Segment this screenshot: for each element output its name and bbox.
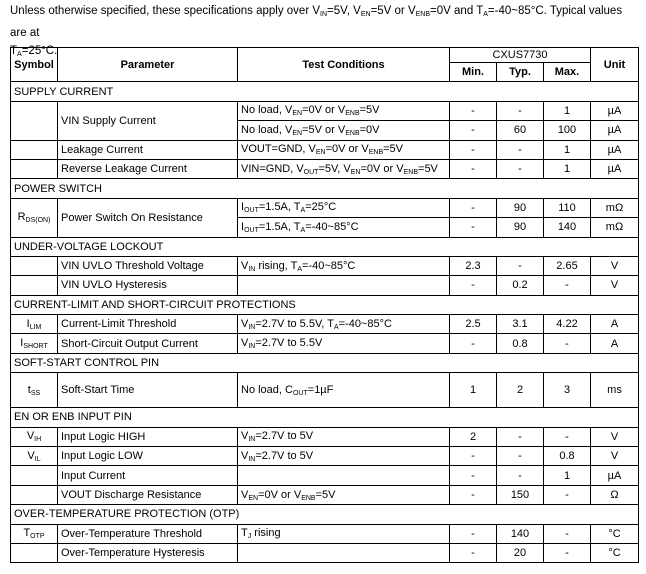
- min-cell: 1: [450, 373, 497, 408]
- param-leakage: Leakage Current: [58, 140, 238, 159]
- section-row: [11, 179, 639, 198]
- min-cell: 2.3: [450, 256, 497, 275]
- intro-paragraph: Unless otherwise specified, these specifications apply over $V_{IN}=5V$, $V_{EN}=5V$ or $V_{ENB}=0V$ and $T_A=-40\sim 85^\circ C$. Typical values are at $T_A=25^\circ C$.: [10, 5, 623, 58]
- table-row: [11, 140, 639, 159]
- symbol-cell: [11, 543, 58, 562]
- max-cell: 2.65: [544, 256, 591, 275]
- cond-leakage: VOUT=GND, VEN=0V or VENB=5V: [238, 140, 450, 159]
- section-power-switch: POWER SWITCH: [11, 179, 639, 198]
- param-current-limit: Current-Limit Threshold: [58, 315, 238, 334]
- min-cell: -: [450, 334, 497, 353]
- typ-cell: -: [497, 101, 544, 120]
- param-otp-threshold: Over-Temperature Threshold: [58, 524, 238, 543]
- cond-cell: [238, 276, 450, 295]
- header-parameter: Parameter: [58, 48, 238, 82]
- typ-cell: -: [497, 466, 544, 485]
- typ-cell: -: [497, 447, 544, 466]
- max-cell: -: [544, 334, 591, 353]
- table-row: [11, 315, 639, 334]
- typ-cell: 60: [497, 121, 544, 140]
- header-unit: Unit: [591, 48, 639, 82]
- unit-cell: A: [591, 334, 639, 353]
- table-row: [11, 101, 639, 120]
- typ-cell: -: [497, 159, 544, 178]
- cond-logic-low: VIN=2.7V to 5V: [238, 447, 450, 466]
- unit-cell: mΩ: [591, 198, 639, 217]
- table-row: [11, 256, 639, 275]
- unit-cell: µA: [591, 466, 639, 485]
- min-cell: -: [450, 198, 497, 217]
- section-row: [11, 353, 639, 372]
- typ-cell: 90: [497, 198, 544, 217]
- typ-cell: 20: [497, 543, 544, 562]
- cond-current-limit: VIN=2.7V to 5.5V, TA=-40~85°C: [238, 315, 450, 334]
- cond-vin-supply-2: No load, VEN=5V or VENB=0V: [238, 121, 450, 140]
- min-cell: -: [450, 485, 497, 504]
- section-otp: OVER-TEMPERATURE PROTECTION (OTP): [11, 505, 639, 524]
- min-cell: -: [450, 276, 497, 295]
- section-en-input: EN OR ENB INPUT PIN: [11, 408, 639, 427]
- min-cell: -: [450, 543, 497, 562]
- section-current-limit: CURRENT-LIMIT AND SHORT-CIRCUIT PROTECTIONS: [11, 295, 639, 314]
- table-row: [11, 276, 639, 295]
- symbol-ishort: ISHORT: [11, 334, 58, 353]
- max-cell: -: [544, 427, 591, 446]
- table-row: [11, 334, 639, 353]
- param-logic-high: Input Logic HIGH: [58, 427, 238, 446]
- cond-vin-supply-1: No load, VEN=0V or VENB=5V: [238, 101, 450, 120]
- unit-cell: A: [591, 315, 639, 334]
- symbol-totp: TOTP: [11, 524, 58, 543]
- symbol-cell: [11, 256, 58, 275]
- cond-soft-start: No load, COUT=1µF: [238, 373, 450, 408]
- table-row: [11, 543, 639, 562]
- param-short-circuit: Short-Circuit Output Current: [58, 334, 238, 353]
- symbol-cell: [11, 466, 58, 485]
- unit-cell: V: [591, 256, 639, 275]
- section-soft-start: SOFT-START CONTROL PIN: [11, 353, 639, 372]
- max-cell: -: [544, 276, 591, 295]
- cond-rds-on-2: IOUT=1.5A, TA=-40~85°C: [238, 218, 450, 237]
- table-row: [11, 427, 639, 446]
- table-row: [11, 524, 639, 543]
- param-vout-discharge: VOUT Discharge Resistance: [58, 485, 238, 504]
- electrical-characteristics-table: [10, 47, 639, 563]
- symbol-cell: [11, 485, 58, 504]
- max-cell: 1: [544, 466, 591, 485]
- max-cell: 100: [544, 121, 591, 140]
- max-cell: -: [544, 485, 591, 504]
- section-row: [11, 408, 639, 427]
- min-cell: -: [450, 447, 497, 466]
- cond-cell: [238, 543, 450, 562]
- header-typ: Typ.: [497, 63, 544, 82]
- cond-otp-threshold: TJ rising: [238, 524, 450, 543]
- symbol-rds-on: RDS(ON): [11, 198, 58, 237]
- unit-cell: Ω: [591, 485, 639, 504]
- cond-logic-high: VIN=2.7V to 5V: [238, 427, 450, 446]
- section-row: [11, 295, 639, 314]
- param-otp-hysteresis: Over-Temperature Hysteresis: [58, 543, 238, 562]
- param-rds-on: Power Switch On Resistance: [58, 198, 238, 237]
- typ-cell: -: [497, 427, 544, 446]
- typ-cell: 150: [497, 485, 544, 504]
- unit-cell: V: [591, 427, 639, 446]
- cond-short-circuit: VIN=2.7V to 5.5V: [238, 334, 450, 353]
- typ-cell: 0.2: [497, 276, 544, 295]
- section-uvlo: UNDER-VOLTAGE LOCKOUT: [11, 237, 639, 256]
- symbol-cell: [11, 276, 58, 295]
- min-cell: -: [450, 466, 497, 485]
- typ-cell: 90: [497, 218, 544, 237]
- unit-cell: µA: [591, 121, 639, 140]
- max-cell: 3: [544, 373, 591, 408]
- header-test-conditions: Test Conditions: [238, 48, 450, 82]
- param-logic-low: Input Logic LOW: [58, 447, 238, 466]
- table-row: [11, 485, 639, 504]
- section-row: [11, 237, 639, 256]
- symbol-vih: VIH: [11, 427, 58, 446]
- header-min: Min.: [450, 63, 497, 82]
- param-reverse-leakage: Reverse Leakage Current: [58, 159, 238, 178]
- section-row: [11, 505, 639, 524]
- cond-reverse-leakage: VIN=GND, VOUT=5V, VEN=0V or VENB=5V: [238, 159, 450, 178]
- param-uvlo-hysteresis: VIN UVLO Hysteresis: [58, 276, 238, 295]
- cond-vout-discharge: VEN=0V or VENB=5V: [238, 485, 450, 504]
- table-row: [11, 373, 639, 408]
- typ-cell: 2: [497, 373, 544, 408]
- typ-cell: -: [497, 140, 544, 159]
- symbol-tss: tSS: [11, 373, 58, 408]
- table-row: [11, 159, 639, 178]
- symbol-cell: [11, 101, 58, 140]
- symbol-vil: VIL: [11, 447, 58, 466]
- typ-cell: 140: [497, 524, 544, 543]
- max-cell: 1: [544, 101, 591, 120]
- table-row: [11, 198, 639, 217]
- min-cell: 2: [450, 427, 497, 446]
- header-device: CXUS7730: [450, 48, 591, 63]
- table-row: [11, 447, 639, 466]
- cond-rds-on-1: IOUT=1.5A, TA=25°C: [238, 198, 450, 217]
- header-symbol: Symbol: [11, 48, 58, 82]
- max-cell: 110: [544, 198, 591, 217]
- min-cell: -: [450, 218, 497, 237]
- min-cell: -: [450, 140, 497, 159]
- max-cell: -: [544, 524, 591, 543]
- unit-cell: ms: [591, 373, 639, 408]
- max-cell: 4.22: [544, 315, 591, 334]
- max-cell: 1: [544, 140, 591, 159]
- param-uvlo-threshold: VIN UVLO Threshold Voltage: [58, 256, 238, 275]
- typ-cell: 3.1: [497, 315, 544, 334]
- param-vin-supply: VIN Supply Current: [58, 101, 238, 140]
- section-row: [11, 82, 639, 101]
- max-cell: 140: [544, 218, 591, 237]
- max-cell: 0.8: [544, 447, 591, 466]
- param-input-current: Input Current: [58, 466, 238, 485]
- cond-uvlo-threshold: VIN rising, TA=-40~85°C: [238, 256, 450, 275]
- section-supply-current: SUPPLY CURRENT: [11, 82, 639, 101]
- symbol-cell: [11, 159, 58, 178]
- max-cell: 1: [544, 159, 591, 178]
- unit-cell: mΩ: [591, 218, 639, 237]
- unit-cell: µA: [591, 140, 639, 159]
- min-cell: -: [450, 524, 497, 543]
- symbol-ilim: ILIM: [11, 315, 58, 334]
- unit-cell: V: [591, 276, 639, 295]
- min-cell: -: [450, 101, 497, 120]
- typ-cell: -: [497, 256, 544, 275]
- min-cell: -: [450, 159, 497, 178]
- param-soft-start: Soft-Start Time: [58, 373, 238, 408]
- table-row: [11, 466, 639, 485]
- symbol-cell: [11, 140, 58, 159]
- unit-cell: °C: [591, 524, 639, 543]
- max-cell: -: [544, 543, 591, 562]
- min-cell: -: [450, 121, 497, 140]
- unit-cell: °C: [591, 543, 639, 562]
- header-max: Max.: [544, 63, 591, 82]
- cond-cell: [238, 466, 450, 485]
- min-cell: 2.5: [450, 315, 497, 334]
- unit-cell: V: [591, 447, 639, 466]
- typ-cell: 0.8: [497, 334, 544, 353]
- unit-cell: µA: [591, 159, 639, 178]
- unit-cell: µA: [591, 101, 639, 120]
